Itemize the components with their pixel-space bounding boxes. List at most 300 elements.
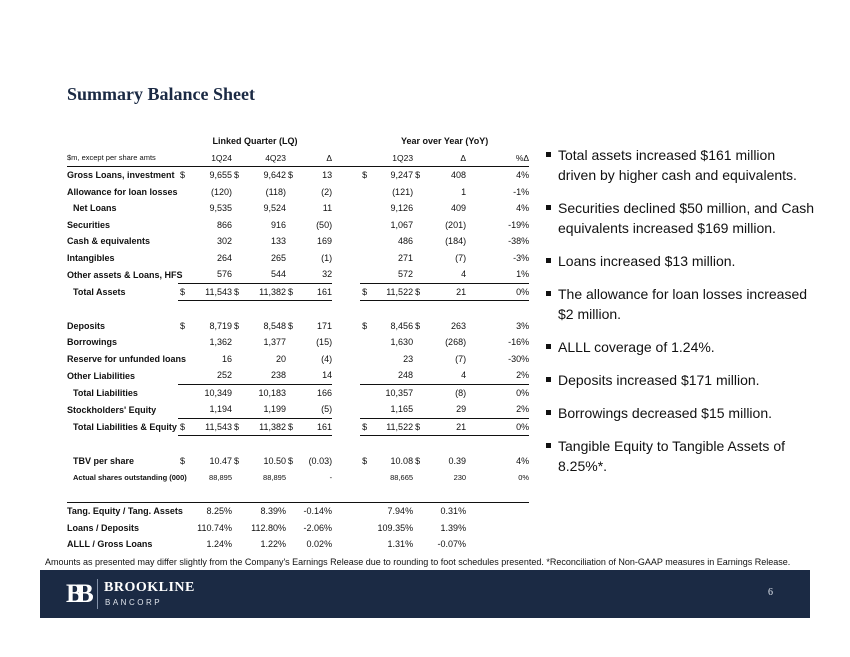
row-label: Total Liabilities & Equity [73, 421, 177, 432]
pct-delta: 2% [466, 401, 529, 418]
delta-lq: (15) [316, 337, 333, 348]
bullet-square-icon [546, 205, 551, 210]
value-4q23: 1,377 [263, 337, 286, 348]
currency-sign [286, 266, 298, 283]
delta-lq: (0.03) [308, 455, 333, 466]
row-label: Other Liabilities [67, 370, 136, 381]
currency-sign [232, 200, 244, 217]
commentary-bullets [546, 145, 816, 489]
value-1q23: 9,126 [390, 203, 414, 214]
bullet-item [546, 403, 816, 423]
column-gap [332, 453, 360, 470]
table-row [67, 184, 529, 201]
lq-group-header: Linked Quarter (LQ) [212, 136, 298, 147]
column-gap [332, 384, 360, 401]
row-label: Allowance for loan losses [67, 186, 178, 197]
bullet-text: The allowance for loan losses increased $2 million. [558, 286, 808, 322]
delta-lq: -2.06% [303, 522, 333, 533]
bullet-square-icon [546, 258, 551, 263]
units-note: $m, except per share amts [67, 150, 178, 167]
value-1q23: 9,247 [390, 170, 414, 181]
pct-delta: 0% [518, 472, 530, 482]
pct-delta: 0% [466, 384, 529, 401]
value-1q23: 10.08 [390, 455, 414, 466]
value-4q23: 238 [270, 370, 286, 381]
currency-sign: $ [415, 455, 421, 466]
value-1q23: 1,165 [372, 401, 413, 418]
balance-sheet-table [67, 133, 529, 553]
currency-sign: $ [234, 320, 240, 331]
delta-yoy: 1.39% [440, 522, 467, 533]
delta-yoy: 21 [425, 283, 466, 301]
currency-sign [178, 536, 191, 553]
delta-yoy: -0.07% [437, 539, 467, 550]
table-row [67, 266, 529, 283]
currency-sign [286, 401, 298, 418]
currency-sign [286, 469, 298, 486]
currency-sign [286, 536, 298, 553]
currency-sign [232, 217, 244, 234]
delta-yoy: 408 [451, 170, 467, 181]
currency-sign [286, 367, 298, 384]
delta-lq: 11 [322, 203, 333, 214]
currency-sign [232, 184, 244, 201]
currency-sign [178, 520, 191, 537]
col-pct-delta: %Δ [466, 150, 529, 167]
value-4q23: 544 [270, 269, 286, 280]
currency-sign [232, 384, 244, 401]
column-gap [332, 184, 360, 201]
bullet-square-icon [546, 377, 551, 382]
value-4q23: 916 [270, 219, 286, 230]
column-gap [332, 469, 360, 486]
currency-sign [286, 334, 298, 351]
currency-sign [178, 367, 191, 384]
delta-lq: (1) [321, 252, 333, 263]
row-label: Stockholders' Equity [67, 404, 157, 415]
currency-sign [360, 233, 372, 250]
row-label: Tang. Equity / Tang. Assets [67, 506, 183, 517]
currency-sign [232, 250, 244, 267]
column-gap [332, 318, 360, 335]
brand-name: BROOKLINE [104, 580, 195, 595]
delta-yoy: 230 [453, 472, 467, 482]
currency-sign [360, 250, 372, 267]
delta-yoy: (201) [445, 219, 467, 230]
row-label: ALLL / Gross Loans [67, 539, 153, 550]
value-1q24: 10.47 [209, 455, 232, 466]
column-gap [332, 233, 360, 250]
currency-sign: $ [362, 320, 368, 331]
currency-sign [178, 217, 191, 234]
currency-sign [286, 503, 298, 520]
value-4q23: 8,548 [263, 320, 286, 331]
row-label: Loans / Deposits [67, 522, 140, 533]
bullet-text: Securities declined $50 million, and Cash equivalents increased $169 million. [558, 200, 815, 236]
currency-sign [413, 503, 425, 520]
col-delta-lq: Δ [298, 150, 332, 167]
row-label: Total Assets [73, 286, 126, 297]
delta-yoy: 29 [425, 401, 466, 418]
currency-sign [178, 250, 191, 267]
brookline-logo-icon: BB [66, 579, 87, 608]
value-1q24: 16 [221, 353, 232, 364]
currency-sign: $ [362, 170, 368, 181]
pct-delta: -30% [508, 353, 530, 364]
bullet-text: Deposits increased $171 million. [558, 372, 760, 388]
table-row [67, 453, 529, 470]
pct-delta: -3% [513, 252, 530, 263]
currency-sign [413, 351, 425, 368]
bullet-text: Loans increased $13 million. [558, 253, 736, 269]
bullet-square-icon [546, 344, 551, 349]
currency-sign [178, 184, 191, 201]
currency-sign [286, 520, 298, 537]
pct-delta [466, 520, 529, 537]
currency-sign [413, 536, 425, 553]
value-4q23: 10.50 [263, 455, 286, 466]
page-number: 6 [768, 587, 773, 598]
delta-yoy: 0.39 [448, 455, 467, 466]
bullet-item [546, 370, 816, 390]
currency-sign: $ [415, 170, 421, 181]
delta-yoy: (268) [445, 337, 467, 348]
delta-lq: (50) [316, 219, 333, 230]
delta-yoy: (7) [455, 252, 467, 263]
currency-sign: $ [234, 455, 240, 466]
pct-delta: 0% [466, 283, 529, 301]
currency-sign [232, 351, 244, 368]
row-label: Other assets & Loans, HFS [67, 269, 183, 280]
value-4q23: 88,895 [263, 472, 286, 482]
delta-yoy: 4 [461, 269, 467, 280]
currency-sign [360, 520, 372, 537]
currency-sign [360, 401, 372, 418]
value-4q23: 20 [275, 353, 286, 364]
value-4q23: (118) [265, 186, 286, 197]
delta-yoy: (184) [445, 236, 467, 247]
currency-sign [286, 200, 298, 217]
value-4q23: 112.80% [251, 522, 286, 533]
currency-sign: $ [288, 320, 294, 331]
currency-sign [360, 200, 372, 217]
value-1q23: 11,522 [372, 283, 413, 301]
table-row [67, 536, 529, 553]
bullet-text: Total assets increased $161 million driven by higher cash and equivalents. [558, 147, 797, 183]
currency-sign [232, 233, 244, 250]
pct-delta: -19% [508, 219, 530, 230]
column-gap [332, 334, 360, 351]
delta-yoy: 1 [461, 186, 467, 197]
currency-sign: $ [232, 283, 244, 301]
value-1q23: 572 [398, 269, 414, 280]
delta-yoy: 4 [461, 370, 467, 381]
currency-sign [178, 401, 191, 418]
currency-sign [232, 520, 244, 537]
bullet-square-icon [546, 291, 551, 296]
bullet-item [546, 251, 816, 271]
currency-sign [360, 217, 372, 234]
currency-sign [360, 266, 372, 283]
column-gap [332, 167, 360, 184]
bullet-item [546, 436, 816, 476]
pct-delta: 3% [516, 320, 530, 331]
table-row [67, 334, 529, 351]
value-1q24: 1,194 [191, 401, 232, 418]
value-1q23: 10,357 [372, 384, 413, 401]
table-row [67, 200, 529, 217]
bullet-text: ALLL coverage of 1.24%. [558, 339, 715, 355]
delta-lq: (5) [298, 401, 332, 418]
pct-delta: 0% [466, 418, 529, 436]
column-gap [332, 536, 360, 553]
table-spacer [67, 301, 529, 318]
currency-sign: $ [288, 170, 294, 181]
value-1q24: 302 [216, 236, 232, 247]
delta-lq: - [329, 472, 333, 482]
column-gap [332, 503, 360, 520]
currency-sign [286, 384, 298, 401]
currency-sign [360, 536, 372, 553]
value-1q24: 252 [216, 370, 232, 381]
column-gap [332, 520, 360, 537]
delta-yoy: 21 [425, 418, 466, 436]
pct-delta: 4% [516, 455, 530, 466]
currency-sign [413, 184, 425, 201]
value-1q23: 23 [403, 353, 414, 364]
column-gap [332, 418, 360, 436]
currency-sign: $ [413, 418, 425, 436]
row-label: Borrowings [67, 337, 118, 348]
currency-sign [232, 266, 244, 283]
table-row [67, 503, 529, 520]
row-label: Securities [67, 219, 111, 230]
table-row [67, 217, 529, 234]
value-1q24: 9,655 [209, 170, 232, 181]
value-4q23: 10,183 [244, 384, 286, 401]
currency-sign [232, 367, 244, 384]
value-1q23: 88,665 [390, 472, 414, 482]
value-1q24: 11,543 [191, 283, 232, 301]
delta-lq: 13 [322, 170, 333, 181]
value-1q24: 8,719 [209, 320, 232, 331]
pct-delta: -38% [508, 236, 530, 247]
yoy-group-header: Year over Year (YoY) [400, 136, 489, 147]
currency-sign [360, 469, 372, 486]
currency-sign [178, 334, 191, 351]
delta-lq: 169 [317, 236, 333, 247]
row-label: Reserve for unfunded loans [67, 353, 187, 364]
bullet-item [546, 284, 816, 324]
value-4q23: 1.22% [260, 539, 286, 550]
table-row [67, 384, 529, 401]
column-gap [332, 266, 360, 283]
delta-lq: 32 [322, 269, 333, 280]
delta-lq: 171 [317, 320, 333, 331]
currency-sign [413, 250, 425, 267]
bullet-item [546, 198, 816, 238]
delta-lq: 161 [298, 283, 332, 301]
value-1q24: 88,895 [209, 472, 232, 482]
column-gap [332, 283, 360, 301]
value-1q24: 8.25% [206, 506, 232, 517]
column-gap [332, 351, 360, 368]
currency-sign: $ [232, 418, 244, 436]
value-4q23: 11,382 [244, 418, 286, 436]
value-1q23: 248 [398, 370, 414, 381]
table-row [67, 401, 529, 418]
col-1q24: 1Q24 [191, 150, 232, 167]
value-1q24: (120) [210, 186, 232, 197]
currency-sign: $ [415, 320, 421, 331]
currency-sign: $ [360, 418, 372, 436]
delta-yoy: 0.31% [440, 506, 467, 517]
footer-bar [40, 570, 810, 618]
value-1q24: 576 [216, 269, 232, 280]
value-1q24: 11,543 [191, 418, 232, 436]
table-row [67, 250, 529, 267]
currency-sign [178, 200, 191, 217]
pct-delta: 1% [516, 269, 530, 280]
logo-divider [97, 579, 98, 609]
delta-lq: (4) [321, 353, 333, 364]
table-row [67, 167, 529, 184]
pct-delta [466, 503, 529, 520]
currency-sign [413, 217, 425, 234]
currency-sign: $ [180, 455, 186, 466]
value-1q24: 1,362 [209, 337, 232, 348]
currency-sign: $ [180, 320, 186, 331]
delta-yoy: 263 [451, 320, 467, 331]
currency-sign: $ [178, 418, 191, 436]
table-row [67, 318, 529, 335]
row-label: Cash & equivalents [67, 236, 151, 247]
col-delta-yoy: Δ [425, 150, 466, 167]
value-1q23: 109.35% [377, 522, 414, 533]
brand-subtitle: BANCORP [105, 598, 163, 607]
value-1q23: 271 [398, 252, 414, 263]
currency-sign: $ [286, 283, 298, 301]
currency-sign: $ [286, 418, 298, 436]
currency-sign [413, 233, 425, 250]
pct-delta: -1% [513, 186, 530, 197]
table-row [67, 351, 529, 368]
currency-sign [360, 351, 372, 368]
column-gap [332, 250, 360, 267]
value-1q23: 486 [398, 236, 414, 247]
column-gap [332, 200, 360, 217]
bullet-item [546, 145, 816, 185]
bullet-text: Borrowings decreased $15 million. [558, 405, 772, 421]
table-row [67, 367, 529, 384]
table-row [67, 469, 529, 486]
currency-sign [178, 384, 191, 401]
currency-sign [413, 401, 425, 418]
value-4q23: 11,382 [244, 283, 286, 301]
row-label: Gross Loans, investment [67, 170, 175, 181]
currency-sign: $ [234, 170, 240, 181]
currency-sign [360, 334, 372, 351]
delta-yoy: (8) [425, 384, 466, 401]
currency-sign: $ [180, 170, 186, 181]
pct-delta: 2% [516, 370, 530, 381]
bullet-square-icon [546, 410, 551, 415]
table-row [67, 283, 529, 301]
value-1q24: 1.24% [206, 539, 232, 550]
value-4q23: 265 [270, 252, 286, 263]
row-label: TBV per share [73, 455, 135, 466]
col-1q23: 1Q23 [372, 150, 413, 167]
delta-lq: 161 [298, 418, 332, 436]
table-spacer [67, 436, 529, 453]
currency-sign [360, 367, 372, 384]
section-divider [67, 486, 529, 503]
delta-lq: 0.02% [306, 539, 333, 550]
row-label: Actual shares outstanding (000) [73, 472, 187, 482]
delta-lq: 14 [322, 370, 333, 381]
currency-sign [286, 351, 298, 368]
currency-sign: $ [360, 283, 372, 301]
currency-sign [360, 384, 372, 401]
currency-sign: $ [413, 283, 425, 301]
currency-sign [413, 384, 425, 401]
value-1q24: 866 [216, 219, 232, 230]
currency-sign [178, 233, 191, 250]
value-1q23: (121) [392, 186, 414, 197]
delta-yoy: 409 [451, 203, 467, 214]
value-1q23: 1,067 [390, 219, 414, 230]
row-label: Total Liabilities [73, 387, 138, 398]
bullet-square-icon [546, 443, 551, 448]
pct-delta: 4% [516, 170, 530, 181]
currency-sign [413, 266, 425, 283]
currency-sign [232, 401, 244, 418]
row-label: Deposits [67, 320, 106, 331]
value-1q23: 8,456 [390, 320, 414, 331]
footnote: Amounts as presented may differ slightly from the Company's Earnings Release due to rounding to foot schedules presented. *Reconciliation of Non-GAAP measures in Earnings Release. [45, 557, 791, 567]
currency-sign: $ [178, 283, 191, 301]
value-4q23: 1,199 [244, 401, 286, 418]
row-label: Intangibles [67, 252, 115, 263]
row-label: Net Loans [73, 203, 117, 214]
bullet-text: Tangible Equity to Tangible Assets of 8.25%*. [558, 438, 786, 474]
value-4q23: 8.39% [260, 506, 286, 517]
value-1q23: 1.31% [387, 539, 414, 550]
value-1q24: 10,349 [191, 384, 232, 401]
column-gap [332, 367, 360, 384]
value-1q24: 264 [216, 252, 232, 263]
value-4q23: 133 [270, 236, 286, 247]
col-4q23: 4Q23 [244, 150, 286, 167]
currency-sign [360, 184, 372, 201]
currency-sign [286, 217, 298, 234]
currency-sign [232, 469, 244, 486]
currency-sign [413, 200, 425, 217]
currency-sign [232, 503, 244, 520]
currency-sign: $ [288, 455, 294, 466]
pct-delta [466, 536, 529, 553]
currency-sign: $ [362, 455, 368, 466]
currency-sign [232, 334, 244, 351]
value-4q23: 9,524 [263, 203, 286, 214]
table-row [67, 233, 529, 250]
value-1q24: 9,535 [209, 203, 232, 214]
table-row [67, 418, 529, 436]
bullet-square-icon [546, 152, 551, 157]
currency-sign [286, 184, 298, 201]
currency-sign [413, 367, 425, 384]
value-1q24: 110.74% [197, 522, 232, 533]
